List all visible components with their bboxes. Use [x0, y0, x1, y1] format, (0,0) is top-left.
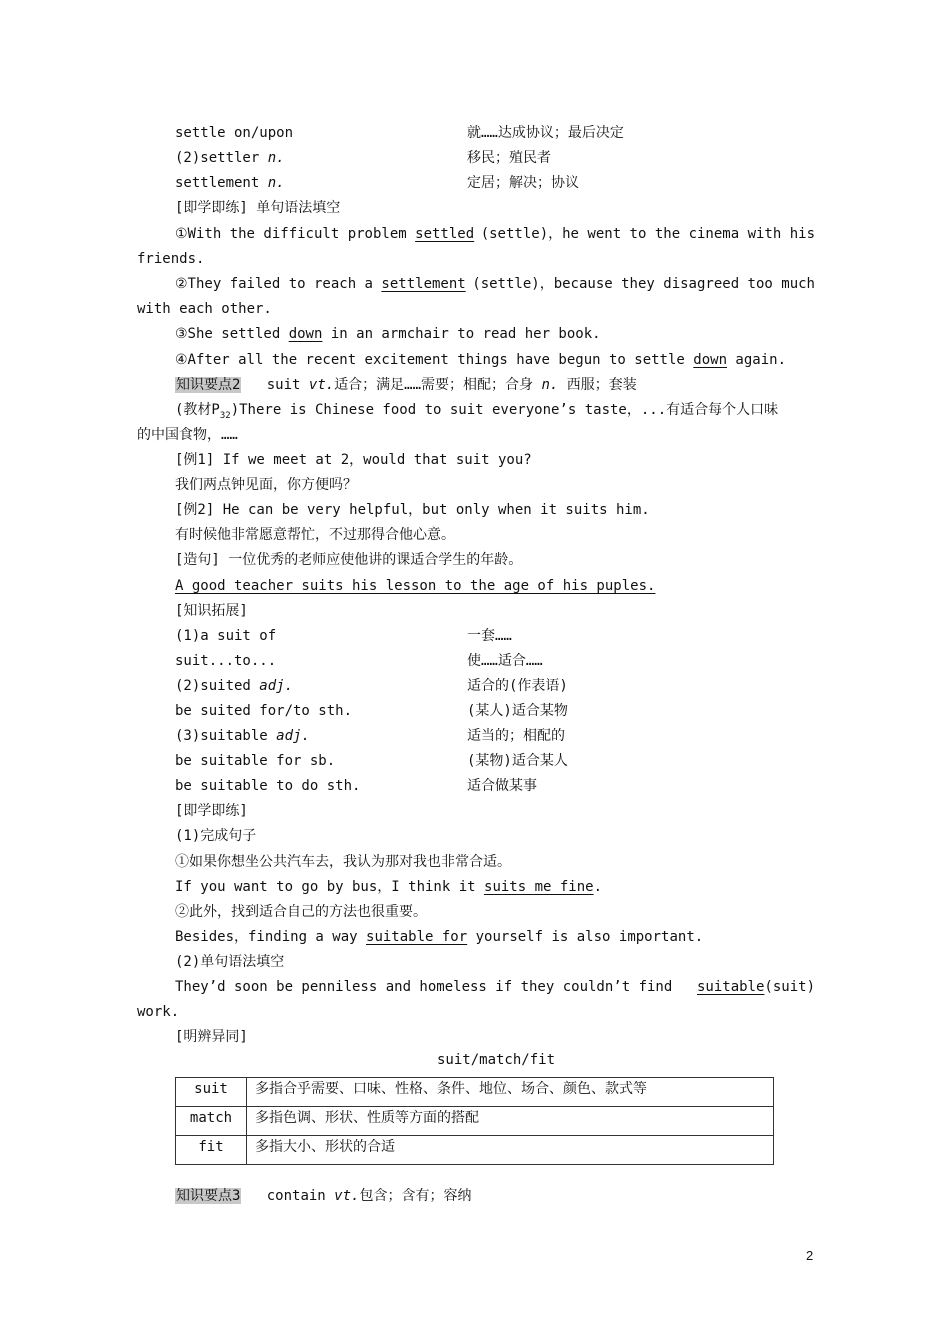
answer-blank: down [693, 352, 727, 368]
exercise-line: ②They failed to reach a settlement (settle)，because they disagreed too much [175, 276, 815, 292]
phrase-en: (2)settler [175, 150, 268, 166]
comparison-table [175, 1077, 774, 1165]
sentence-making-prompt: [造句] 一位优秀的老师应使他讲的课适合学生的年龄。 [175, 552, 523, 568]
exercise-line: They’d soon be penniless and homeless if they couldn’t find suitable(suit) [175, 979, 815, 995]
example-zh: 有时候他非常愿意帮忙，不过那得合他心意。 [175, 527, 455, 543]
extension-zh: (某物)适合某人 [467, 753, 568, 769]
knowledge-point-heading: 知识要点2 suit vt.适合；满足……需要；相配；合身 n. 西服；套装 [176, 377, 637, 393]
phrase-zh: 就……达成协议；最后决定 [467, 125, 624, 141]
answer-blank: settlement [381, 276, 466, 292]
extension-zh: 适当的；相配的 [467, 728, 565, 744]
exercise-prompt: ②此外，找到适合自己的方法也很重要。 [175, 904, 427, 920]
extension-zh: 适合的(作表语) [467, 678, 568, 694]
phrase-zh: 移民；殖民者 [467, 150, 551, 166]
table-cell-word: suit [176, 1078, 247, 1107]
table-cell-desc: 多指合乎需要、口味、性格、条件、地位、场合、颜色、款式等 [247, 1078, 774, 1107]
exercise-line: ④After all the recent excitement things have begun to settle down again. [175, 352, 787, 368]
table-caption: suit/match/fit [437, 1052, 556, 1068]
practice-heading: [即学即练] 单句语法填空 [175, 200, 341, 216]
phrase-en: settle on/upon [175, 125, 294, 141]
practice-subheading: (2)单句语法填空 [175, 954, 285, 970]
practice-heading: [即学即练] [175, 803, 248, 819]
sentence-making-answer: A good teacher suits his lesson to the age of his puples. [175, 578, 656, 594]
knowledge-point-tag: 知识要点3 [176, 1188, 241, 1204]
example-zh: 我们两点钟见面，你方便吗？ [175, 477, 357, 493]
extension-en: (3)suitable adj. [175, 728, 310, 744]
exercise-line: If you want to go by bus，I think it suits me fine. [175, 879, 603, 895]
extension-zh: 使……适合…… [467, 653, 543, 669]
exercise-line: ③She settled down in an armchair to read her book. [175, 326, 601, 342]
exercise-line: Besides，finding a way suitable for yourself is also important. [175, 929, 704, 945]
extension-en: (2)suited adj. [175, 678, 294, 694]
part-of-speech: n. [267, 150, 285, 166]
practice-subheading: (1)完成句子 [175, 828, 257, 844]
exercise-line: friends. [137, 251, 205, 267]
table-row [176, 1136, 774, 1165]
phrase-row [175, 173, 285, 193]
table-cell-desc: 多指色调、形状、性质等方面的搭配 [247, 1107, 774, 1136]
extension-zh: 一套…… [467, 628, 512, 644]
answer-blank: settled [415, 226, 475, 242]
table-cell-word: fit [176, 1136, 247, 1165]
exercise-line: with each other. [137, 301, 272, 317]
extension-en: be suitable to do sth. [175, 778, 361, 794]
extension-en: be suited for/to sth. [175, 703, 353, 719]
extension-heading: [知识拓展] [175, 603, 248, 619]
phrase-row [175, 123, 293, 143]
answer-blank: suitable [696, 979, 765, 995]
example-en: [例1] If we meet at 2，would that suit you? [175, 452, 532, 468]
extension-en: be suitable for sb. [175, 753, 336, 769]
extension-en: suit...to... [175, 653, 277, 669]
textbook-quote-cont: 的中国食物，…… [137, 427, 238, 443]
exercise-prompt: ①如果你想坐公共汽车去，我认为那对我也非常合适。 [175, 854, 511, 870]
extension-zh: 适合做某事 [467, 778, 537, 794]
compare-heading: [明辨异同] [175, 1029, 248, 1045]
table-row [176, 1078, 774, 1107]
phrase-en: settlement [175, 175, 268, 191]
exercise-line: ①With the difficult problem settled (settle)，he went to the cinema with his [175, 226, 815, 242]
extension-en: (1)a suit of [175, 628, 277, 644]
table-cell-desc: 多指大小、形状的合适 [247, 1136, 774, 1165]
page-number: 2 [806, 1248, 814, 1263]
extension-zh: (某人)适合某物 [467, 703, 568, 719]
phrase-zh: 定居；解决；协议 [467, 175, 579, 191]
phrase-row [175, 148, 285, 168]
textbook-quote: (教材$P_{32})There$ is Chinese food to suit everyone’s taste，...有适合每个人口味 [175, 402, 779, 421]
answer-blank: down [288, 326, 323, 342]
answer-blank: suits me fine [484, 879, 594, 895]
answer-blank: suitable for [366, 929, 468, 945]
exercise-line: work. [137, 1004, 180, 1020]
part-of-speech: n. [267, 175, 285, 191]
table-row [176, 1107, 774, 1136]
example-en: [例2] He can be very helpful，but only when it suits him. [175, 502, 650, 518]
table-cell-word: match [176, 1107, 247, 1136]
knowledge-point-heading: 知识要点3 contain vt.包含；含有；容纳 [176, 1188, 472, 1204]
knowledge-point-tag: 知识要点2 [176, 377, 241, 393]
